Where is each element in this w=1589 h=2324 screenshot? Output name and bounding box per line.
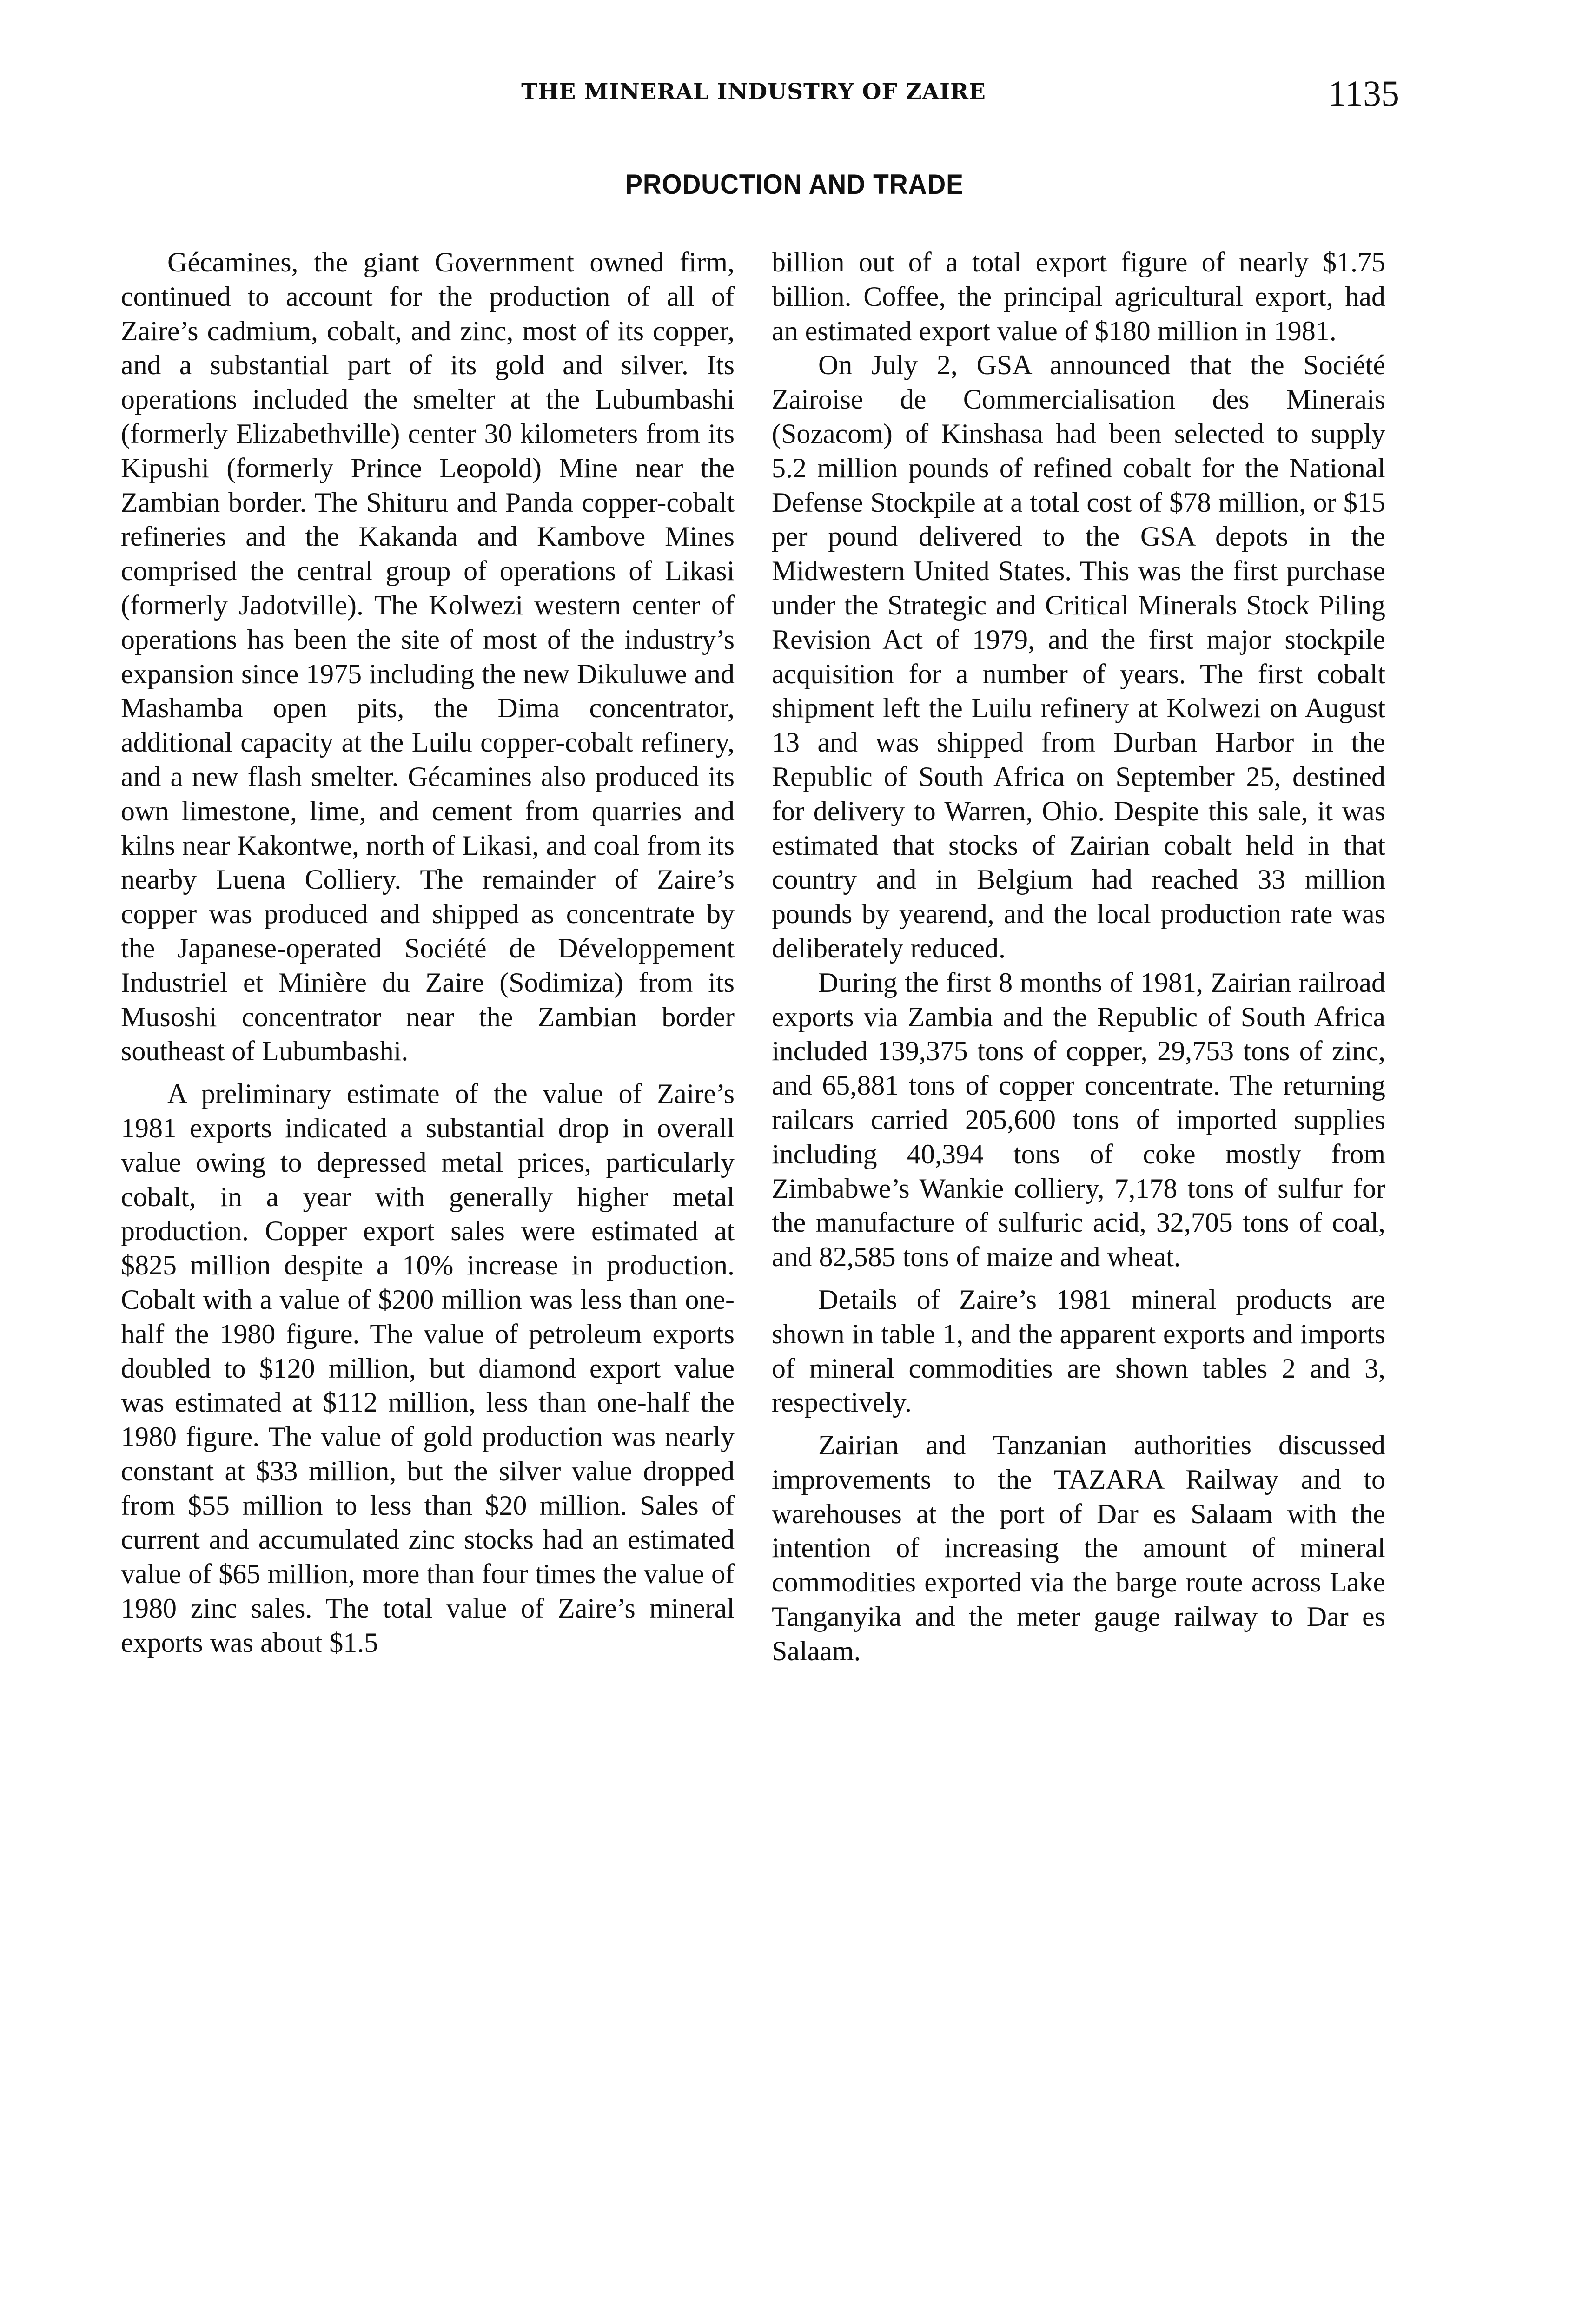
paragraph-gsa-cobalt: On July 2, GSA announced that the Société Zairoise de Commercialisation des Minerais (Sozacom) of Kinshasa had been selected to supply 5.2 million pounds of refined cobalt for the National Defense Stockpile at a total cost of $78 million, or $15 per pound delivered to the GSA depots in the Midwestern United States. This was the first purchase under the Strategic and Critical Minerals Stock Piling Revision Act of 1979, and the first major stockpile acquisition for a number of years. The first cobalt shipment left the Luilu refinery at Kolwezi on August 13 and was shipped from Durban Harbor in the Republic of South Africa on September 25, destined for delivery to Warren, Ohio. Despite this sale, it was estimated that stocks of Zairian cobalt held in that country and in Belgium had reached 33 million pounds by yearend, and the local production rate was deliberately reduced. <box>772 350 1385 964</box>
paragraph-tables-reference: Details of Zaire’s 1981 mineral products are shown in table 1, and the apparent exports and imports of mineral commodities are shown tables 2 and 3, respectively. <box>772 1284 1385 1418</box>
paragraph-gecamines: Gécamines, the giant Government owned firm, continued to account for the production of all of Zaire’s cadmium, cobalt, and zinc, most of its copper, and a substantial part of its gold and silver. Its operations included the smelter at the Lubumbashi (formerly Elizabethville) center 30 kilometers from its Kipushi (formerly Prince Leopold) Mine near the Zambian border. The Shituru and Panda copper-cobalt refineries and the Kakanda and Kambove Mines comprised the central group of operations of Likasi (formerly Jadotville). The Kolwezi western center of operations has been the site of most of the industry’s expansion since 1975 including the new Dikuluwe and Mashamba open pits, the Dima concentrator, additional capacity at the Luilu copper-cobalt refinery, and a new flash smelter. Gécamines also produced its own limestone, lime, and cement from quarries and kilns near Kakontwe, north of Likasi, and coal from its nearby Luena Colliery. The remainder of Zaire’s copper was produced and shipped as concentrate by the Japanese-operated Société de Développement Industriel et Minière du Zaire (Sodimiza) from its Musoshi concentrator near the Zambian border southeast of Lubumbashi. <box>121 247 735 1067</box>
page-number: 1135 <box>1328 73 1399 113</box>
right-column <box>772 245 1385 1669</box>
paragraph-tazara: Zairian and Tanzanian authorities discussed improvements to the TAZARA Railway and to warehouses at the port of Dar es Salaam with the intention of increasing the amount of mineral commodities exported via the barge route across Lake Tanganyika and the meter gauge railway to Dar es Salaam. <box>772 1430 1385 1666</box>
running-header: THE MINERAL INDUSTRY OF ZAIRE <box>521 79 986 105</box>
section-heading: PRODUCTION AND TRADE <box>625 169 964 200</box>
left-column <box>121 245 735 1660</box>
paragraph-railroad-exports: During the first 8 months of 1981, Zairian railroad exports via Zambia and the Republic of South Africa included 139,375 tons of copper, 29,753 tons of zinc, and 65,881 tons of copper concentrate. The returning railcars carried 205,600 tons of imported supplies including 40,394 tons of coke mostly from Zimbabwe’s Wankie colliery, 7,178 tons of sulfur for the manufacture of sulfuric acid, 32,705 tons of coal, and 82,585 tons of maize and wheat. <box>772 967 1385 1273</box>
paragraph-export-estimate: A preliminary estimate of the value of Zaire’s 1981 exports indicated a substantial drop in overall value owing to depressed metal prices, particularly cobalt, in a year with generally higher metal production. Copper export sales were estimated at $825 million despite a 10% increase in production. Cobalt with a value of $200 million was less than one-half the 1980 figure. The value of petroleum exports doubled to $120 million, but diamond export value was estimated at $112 million, less than one-half the 1980 figure. The value of gold production was nearly constant at $33 million, but the silver value dropped from $55 million to less than $20 million. Sales of current and accumulated zinc stocks had an estimated value of $65 million, more than four times the value of 1980 zinc sales. The total value of Zaire’s mineral exports was about $1.5 <box>121 1078 735 1658</box>
paragraph-continued: billion out of a total export figure of nearly $1.75 billion. Coffee, the principal agricultural export, had an estimated export value of $180 million in 1981. <box>772 247 1385 346</box>
